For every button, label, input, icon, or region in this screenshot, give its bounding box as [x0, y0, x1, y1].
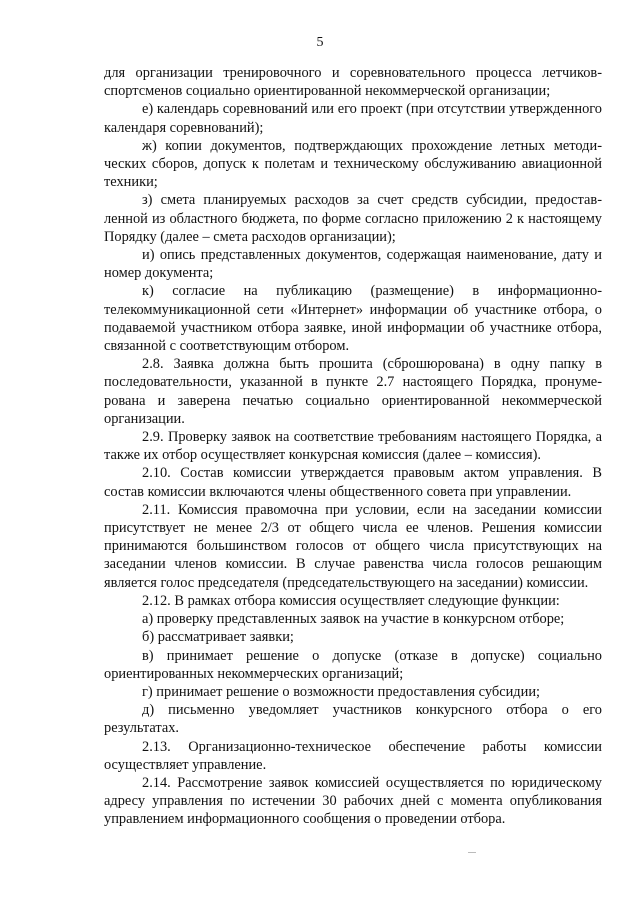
paragraph-function-d: д) письменно уведомляет участников конкурсного отбора о его результатах. [104, 702, 602, 737]
paragraph-function-a: а) проверку представленных заявок на участие в конкурсном отборе; [142, 611, 565, 628]
paragraph-item-z: з) смета планируемых расходов за счет средств субсидии, предоставленной из областного бюджета, по форме согласно приложению 2 к настоящему Порядку (далее – смета расходов организации); [104, 192, 602, 245]
page-number: 5 [316, 35, 324, 50]
paragraph-2-12: 2.12. В рамках отбора комиссия осуществляет следующие функции: [142, 592, 560, 609]
paragraph-2-10: 2.10. Состав комиссии утверждается правовым актом управления. В состав комиссии включаются члены общественного совета при управлении. [104, 465, 602, 500]
scan-mark [468, 852, 476, 853]
paragraph-2-14: 2.14. Рассмотрение заявок комиссией осуществляется по юридическому адресу управления по истечении 30 рабочих дней с момента опубликования управлением информационного сообщения о проведении отбора. [104, 774, 602, 828]
paragraph-item-zh: ж) копии документов, подтверждающих прохождение летных методических сборов, допуск к полетам и техническому обслуживанию авиационной техники; [104, 137, 602, 191]
paragraph-item-i: и) опись представленных документов, содержащая наименование, дату и номер документа; [104, 247, 602, 282]
paragraph-2-8: 2.8. Заявка должна быть прошита (сброшюрована) в одну папку в последовательности, указанной в пункте 2.7 настоящего Порядка, пронумерована и заверена печатью социально ориентированной некоммерческой организации. [104, 356, 602, 427]
paragraph-2-11: 2.11. Комиссия правомочна при условии, если на заседании комиссии присутствует не менее 2/3 от общего числа ее членов. Решения комиссии принимаются большинством голосов от общего числа присутствующих на заседании членов комиссии. В случае равенства числа голосов решающим является голос председателя (председательствующего на заседании) комиссии. [104, 501, 602, 591]
paragraph-item-k: к) согласие на публикацию (размещение) в информационно-телекоммуникационной сети «Интернет» информации об участнике отбора, о подаваемой участником отбора заявке, иной информации об участнике отбора, связанной с соответствующим отбором. [104, 283, 602, 355]
paragraph-2-9: 2.9. Проверку заявок на соответствие требованиям настоящего Порядка, а также их отбор осуществляет конкурсная комиссия (далее – комиссия). [104, 429, 602, 464]
document-body [104, 64, 602, 829]
paragraph-item-e: е) календарь соревнований или его проект (при отсутствии утвержденного календаря соревнований); [104, 101, 602, 136]
paragraph-function-b: б) рассматривает заявки; [142, 629, 294, 646]
paragraph-2-13: 2.13. Организационно-техническое обеспечение работы комиссии осуществляет управление. [104, 738, 602, 773]
paragraph-function-g: г) принимает решение о возможности предоставления субсидии; [142, 683, 541, 700]
paragraph-function-v: в) принимает решение о допуске (отказе в допуске) социально ориентированных некоммерческих организаций; [104, 647, 602, 682]
paragraph-continuation: для организации тренировочного и соревновательного процесса летчиков-спортсменов социально ориентированной некоммерческой организации; [104, 65, 602, 100]
